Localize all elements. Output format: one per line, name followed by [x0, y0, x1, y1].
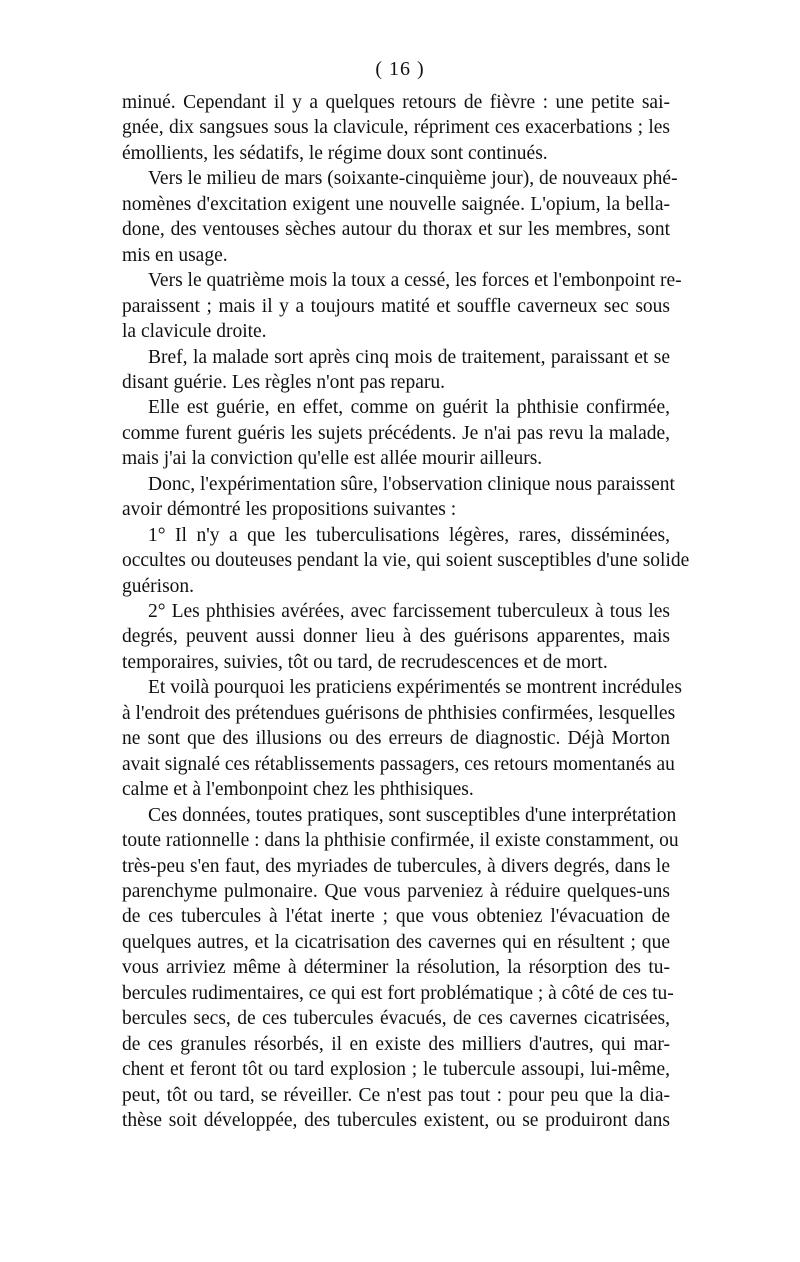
text-line: temporaires, suivies, tôt ou tard, de recrudescences et de mort.: [122, 651, 608, 673]
text-line: done, des ventouses sèches autour du thorax et sur les membres, sont: [122, 219, 670, 241]
text-line: calme et à l'embonpoint chez les phthisiques.: [122, 779, 474, 801]
text-line: bercules rudimentaires, ce qui est fort problématique ; à côté de ces tu-: [122, 982, 674, 1004]
text-line: toute rationnelle : dans la phthisie confirmée, il existe constamment, ou: [122, 830, 679, 852]
text-line: Elle est guérie, en effet, comme on guérit la phthisie confirmée,: [148, 397, 670, 419]
text-line: Vers le milieu de mars (soixante-cinquième jour), de nouveaux phé-: [148, 168, 678, 190]
text-line: degrés, peuvent aussi donner lieu à des guérisons apparentes, mais: [122, 626, 670, 648]
text-line: Vers le quatrième mois la toux a cessé, les forces et l'embonpoint re-: [148, 270, 682, 292]
text-line: avoir démontré les propositions suivantes :: [122, 499, 457, 521]
page-number: ( 16 ): [375, 58, 425, 80]
text-line: gnée, dix sangsues sous la clavicule, répriment ces exacerbations ; les: [122, 117, 670, 139]
text-line: la clavicule droite.: [122, 321, 267, 343]
text-line: vous arriviez même à déterminer la résolution, la résorption des tu-: [122, 957, 670, 979]
text-line: bercules secs, de ces tubercules évacués, de ces cavernes cicatrisées,: [122, 1008, 670, 1030]
text-line: 2° Les phthisies avérées, avec farcissement tuberculeux à tous les: [148, 601, 670, 622]
text-line: avait signalé ces rétablissements passagers, ces retours momentanés au: [122, 753, 675, 775]
text-line: Donc, l'expérimentation sûre, l'observation clinique nous paraissent: [148, 473, 675, 495]
text-line: mais j'ai la conviction qu'elle est allée mourir ailleurs.: [122, 448, 543, 470]
text-line: Ces données, toutes pratiques, sont susceptibles d'une interprétation: [148, 804, 677, 826]
text-line: guérison.: [122, 575, 195, 597]
text-line: quelques autres, et la cicatrisation des cavernes qui en résultent ; que: [122, 931, 670, 953]
text-line: Bref, la malade sort après cinq mois de traitement, paraissant et se: [148, 346, 670, 368]
text-line: chent et feront tôt ou tard explosion ; le tubercule assoupi, lui-même,: [122, 1059, 670, 1081]
text-line: comme furent guéris les sujets précédents. Je n'ai pas revu la malade,: [122, 422, 670, 444]
text-line: très-peu s'en faut, des myriades de tubercules, à divers degrés, dans le: [122, 855, 670, 877]
text-line: paraissent ; mais il y a toujours matité et souffle caverneux sec sous: [122, 295, 670, 317]
text-line: peut, tôt ou tard, se réveiller. Ce n'est pas tout : pour peu que la dia-: [122, 1084, 670, 1106]
text-line: ne sont que des illusions ou des erreurs de diagnostic. Déjà Morton: [122, 728, 670, 750]
text-line: 1° Il n'y a que les tuberculisations légères, rares, disséminées,: [148, 524, 670, 546]
text-line: disant guérie. Les règles n'ont pas reparu.: [122, 371, 445, 393]
text-line: mis en usage.: [122, 244, 228, 266]
text-line: parenchyme pulmonaire. Que vous parveniez à réduire quelques-uns: [122, 880, 670, 902]
text-line: Et voilà pourquoi les praticiens expérimentés se montrent incrédules: [148, 677, 682, 699]
text-line: thèse soit développée, des tubercules existent, ou se produiront dans: [122, 1110, 670, 1131]
text-line: nomènes d'excitation exigent une nouvelle saignée. L'opium, la bella-: [122, 193, 670, 215]
text-line: de ces tubercules à l'état inerte ; que vous obteniez l'évacuation de: [122, 906, 670, 928]
text-line: minué. Cependant il y a quelques retours de fièvre : une petite sai-: [122, 92, 670, 113]
text-line: à l'endroit des prétendues guérisons de phthisies confirmées, lesquelles: [122, 702, 676, 724]
text-line: émollients, les sédatifs, le régime doux sont continués.: [122, 142, 548, 164]
text-line: de ces granules résorbés, il en existe des milliers d'autres, qui mar-: [122, 1033, 670, 1055]
text-line: occultes ou douteuses pendant la vie, qui soient susceptibles d'une solide: [122, 550, 690, 572]
